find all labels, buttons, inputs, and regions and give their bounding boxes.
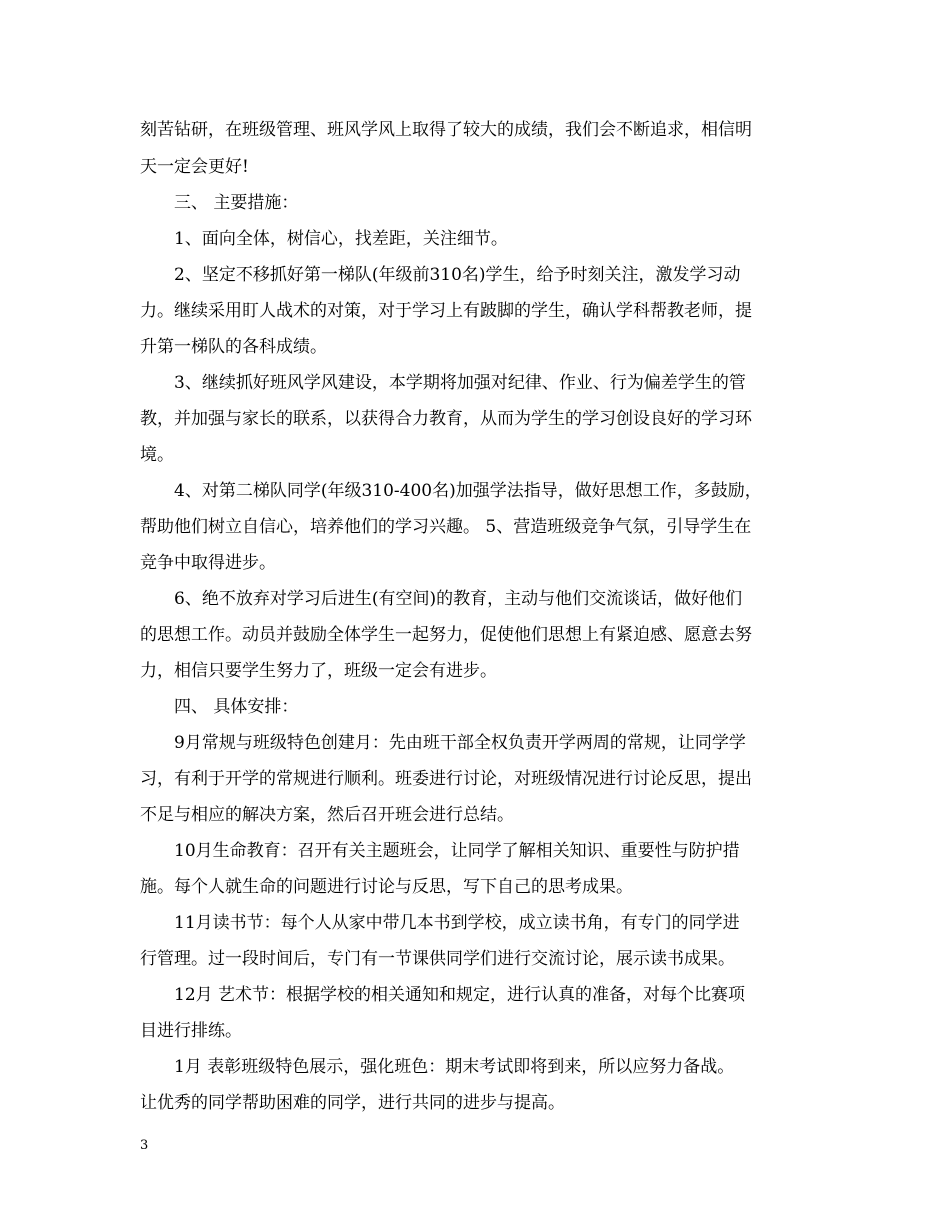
text-line: 习，有利于开学的常规进行顺利。班委进行讨论，对班级情况进行讨论反思，提出	[140, 769, 752, 789]
text-line: 让优秀的同学帮助困难的同学，进行共同的进步与提高。	[140, 1093, 565, 1113]
text-line: 行管理。过一段时间后，专门有一节课供同学们进行交流讨论，展示读书成果。	[140, 949, 735, 969]
page-number: 3	[140, 1138, 149, 1153]
text-line: 升第一梯队的各科成绩。	[140, 337, 327, 357]
text-line: 12月 艺术节：根据学校的相关通知和规定，进行认真的准备，对每个比赛项	[174, 985, 746, 1005]
text-line: 施。每个人就生命的问题进行讨论与反思，写下自己的思考成果。	[140, 877, 633, 897]
text-line: 10月生命教育：召开有关主题班会，让同学了解相关知识、重要性与防护措	[174, 841, 740, 861]
section-heading: 三、 主要措施：	[174, 193, 299, 213]
text-line: 6、绝不放弃对学习后进生(有空间)的教育，主动与他们交流谈话，做好他们	[174, 589, 743, 609]
text-line: 1、面向全体，树信心，找差距，关注细节。	[174, 229, 508, 249]
text-line: 帮助他们树立自信心，培养他们的学习兴趣。 5、营造班级竞争气氛，引导学生在	[140, 517, 752, 537]
text-line: 11月读书节：每个人从家中带几本书到学校，成立读书角，有专门的同学进	[174, 913, 740, 933]
text-line: 1月 表彰班级特色展示，强化班色：期末考试即将到来，所以应努力备战。	[174, 1057, 735, 1077]
text-line: 3、继续抓好班风学风建设，本学期将加强对纪律、作业、行为偏差学生的管	[174, 373, 746, 393]
text-line: 2、坚定不移抓好第一梯队(年级前310名)学生，给予时刻关注，激发学习动	[174, 265, 741, 285]
text-line: 力。继续采用盯人战术的对策，对于学习上有跛脚的学生，确认学科帮教老师，提	[140, 301, 752, 321]
section-heading: 四、 具体安排：	[174, 697, 299, 717]
text-line: 力，相信只要学生努力了，班级一定会有进步。	[140, 661, 497, 681]
text-line: 教，并加强与家长的联系，以获得合力教育，从而为学生的学习创设良好的学习环	[140, 409, 752, 429]
text-line: 刻苦钻研，在班级管理、班风学风上取得了较大的成绩，我们会不断追求，相信明	[140, 120, 752, 140]
text-line: 4、对第二梯队同学(年级310-400名)加强学法指导，做好思想工作，多鼓励，	[174, 481, 762, 501]
text-line: 竞争中取得进步。	[140, 553, 276, 573]
text-line: 9月常规与班级特色创建月：先由班干部全权负责开学两周的常规，让同学学	[174, 733, 746, 753]
text-line: 的思想工作。动员并鼓励全体学生一起努力，促使他们思想上有紧迫感、愿意去努	[140, 625, 752, 645]
text-line: 天一定会更好!	[140, 157, 249, 177]
text-line: 目进行排练。	[140, 1021, 242, 1041]
text-line: 境。	[140, 445, 174, 465]
text-line: 不足与相应的解决方案，然后召开班会进行总结。	[140, 805, 514, 825]
